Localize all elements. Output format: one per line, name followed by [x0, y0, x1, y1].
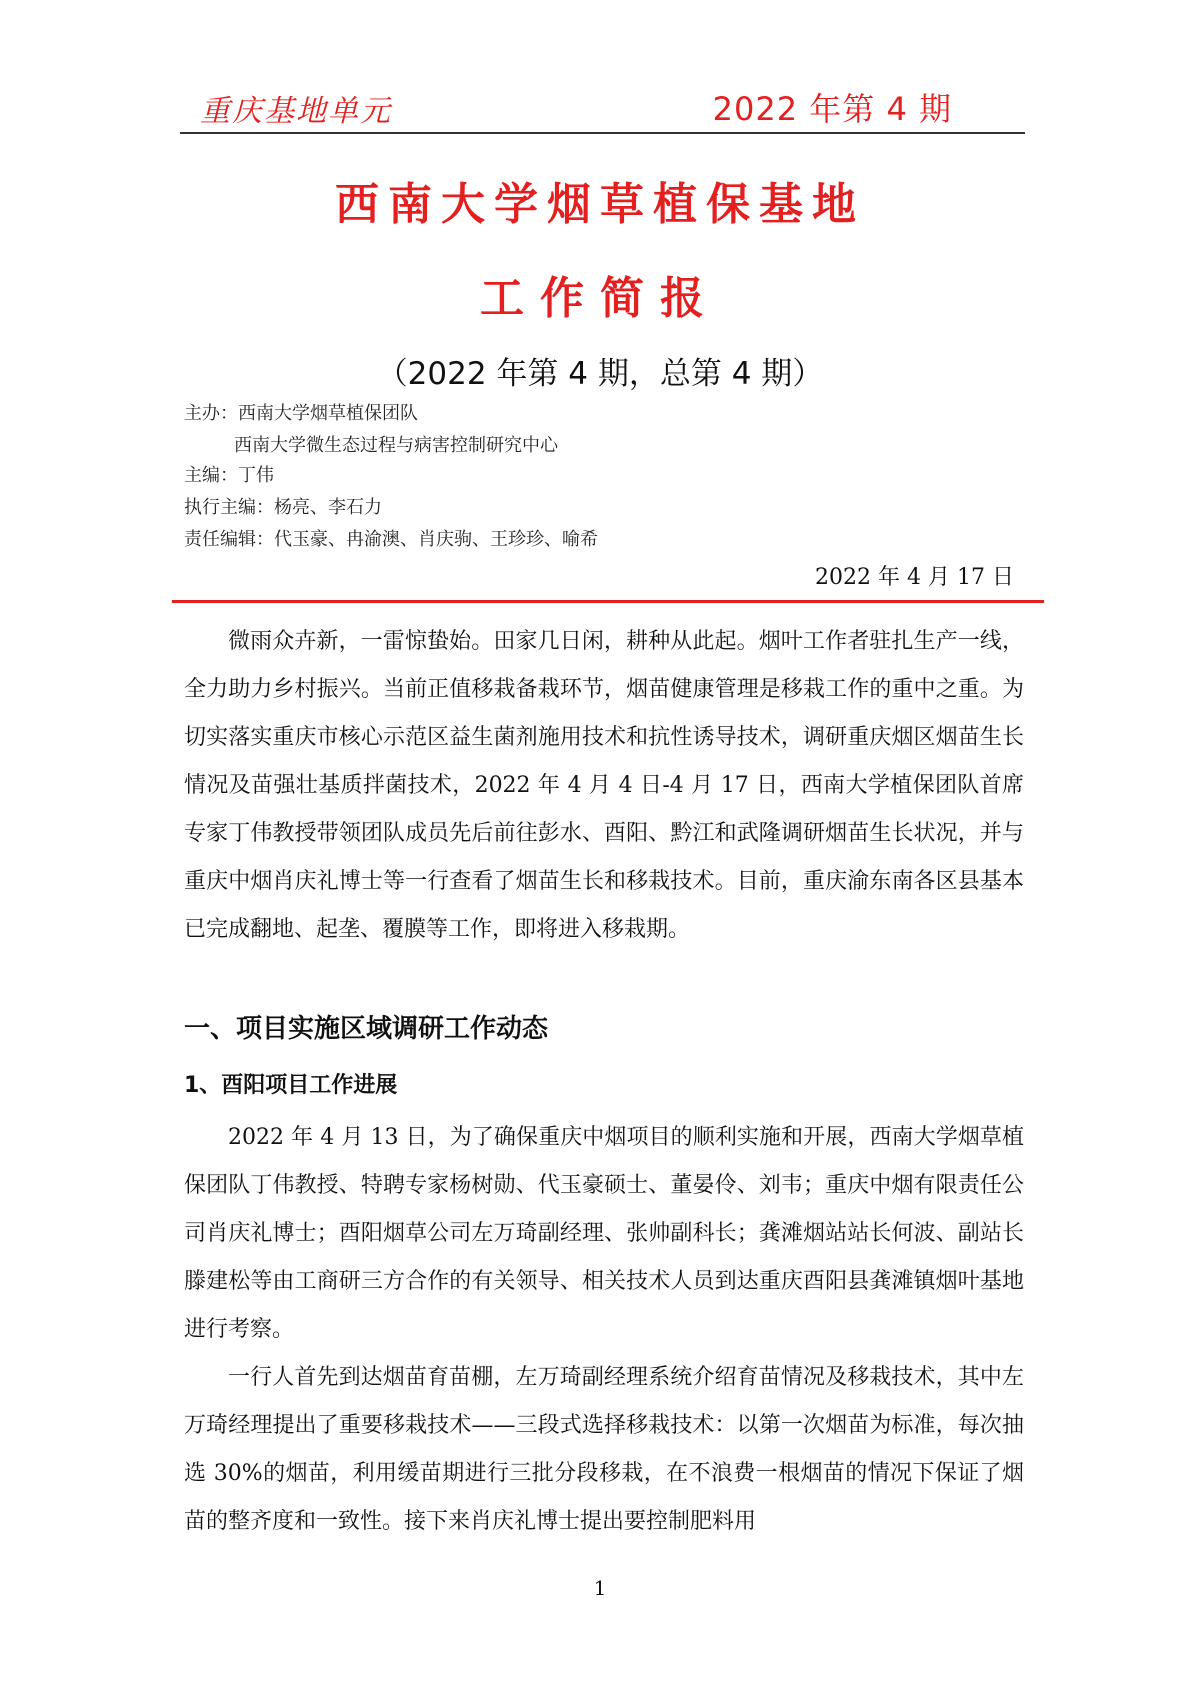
meta-date: 2022 年 4 月 17 日 — [815, 565, 1014, 590]
issue-number: （2022 年第 4 期，总第 4 期） — [376, 356, 824, 392]
meta-editor: 主编：丁伟 — [184, 465, 274, 486]
meta-sponsor: 主办：西南大学烟草植保团队 — [184, 403, 418, 424]
meta-exec-editor: 执行主编：杨亮、李石力 — [184, 497, 382, 518]
red-divider — [172, 600, 1044, 603]
intro-paragraph: 微雨众卉新，一雷惊蛰始。田家几日闲，耕种从此起。烟叶工作者驻扎生产一线，全力助力乡村振兴。当前正值移栽备栽环节，烟苗健康管理是移栽工作的重中之重。为切实落实重庆市核心示范区益生菌剂施用技术和抗性诱导技术，调研重庆烟区烟苗生长情况及苗强壮基质拌菌技术，2022 年 4 月 4 日-4 月 17 日，西南大学植保团队首席专家丁伟教授带领团队成员先后前往彭水、酉阳、黔江和武隆调研烟苗生长状况，并与重庆中烟肖庆礼博士等一行查看了烟苗生长和移栽技术。目前，重庆渝东南各区县基本已完成翻地、起垄、覆膜等工作，即将进入移栽期。 — [184, 629, 1024, 942]
document-title: 西南大学烟草植保基地 — [335, 179, 865, 230]
header-issue: 2022 年第 4 期 — [712, 90, 952, 128]
meta-sponsor-2: 西南大学微生态过程与病害控制研究中心 — [234, 435, 558, 456]
paragraph-2: 一行人首先到达烟苗育苗棚，左万琦副经理系统介绍育苗情况及移栽技术，其中左万琦经理提出了重要移栽技术——三段式选择移栽技术：以第一次烟苗为标准，每次抽选 30%的烟苗，利用缓苗期进行三批分段移栽，在不浪费一根烟苗的情况下保证了烟苗的整齐度和一致性。接下来肖庆礼博士提出要控制肥料用 — [184, 1365, 1024, 1534]
document-subtitle: 工作简报 — [480, 273, 720, 324]
page-number: 1 — [593, 1576, 607, 1600]
paragraph-1: 2022 年 4 月 13 日，为了确保重庆中烟项目的顺利实施和开展，西南大学烟草植保团队丁伟教授、特聘专家杨树勋、代玉豪硕士、董晏伶、刘韦；重庆中烟有限责任公司肖庆礼博士；酉阳烟草公司左万琦副经理、张帅副科长；龚滩烟站站长何波、副站长滕建松等由工商研三方合作的有关领导、相关技术人员到达重庆酉阳县龚滩镇烟叶基地进行考察。 — [184, 1125, 1024, 1342]
meta-resp-editor: 责任编辑：代玉豪、冉渝澳、肖庆驹、王珍珍、喻希 — [184, 529, 598, 550]
header-unit: 重庆基地单元 — [200, 94, 392, 129]
section-heading: 一、项目实施区域调研工作动态 — [184, 1014, 549, 1044]
subsection-heading: 1、酉阳项目工作进展 — [184, 1073, 398, 1098]
header-rule — [180, 132, 1025, 134]
